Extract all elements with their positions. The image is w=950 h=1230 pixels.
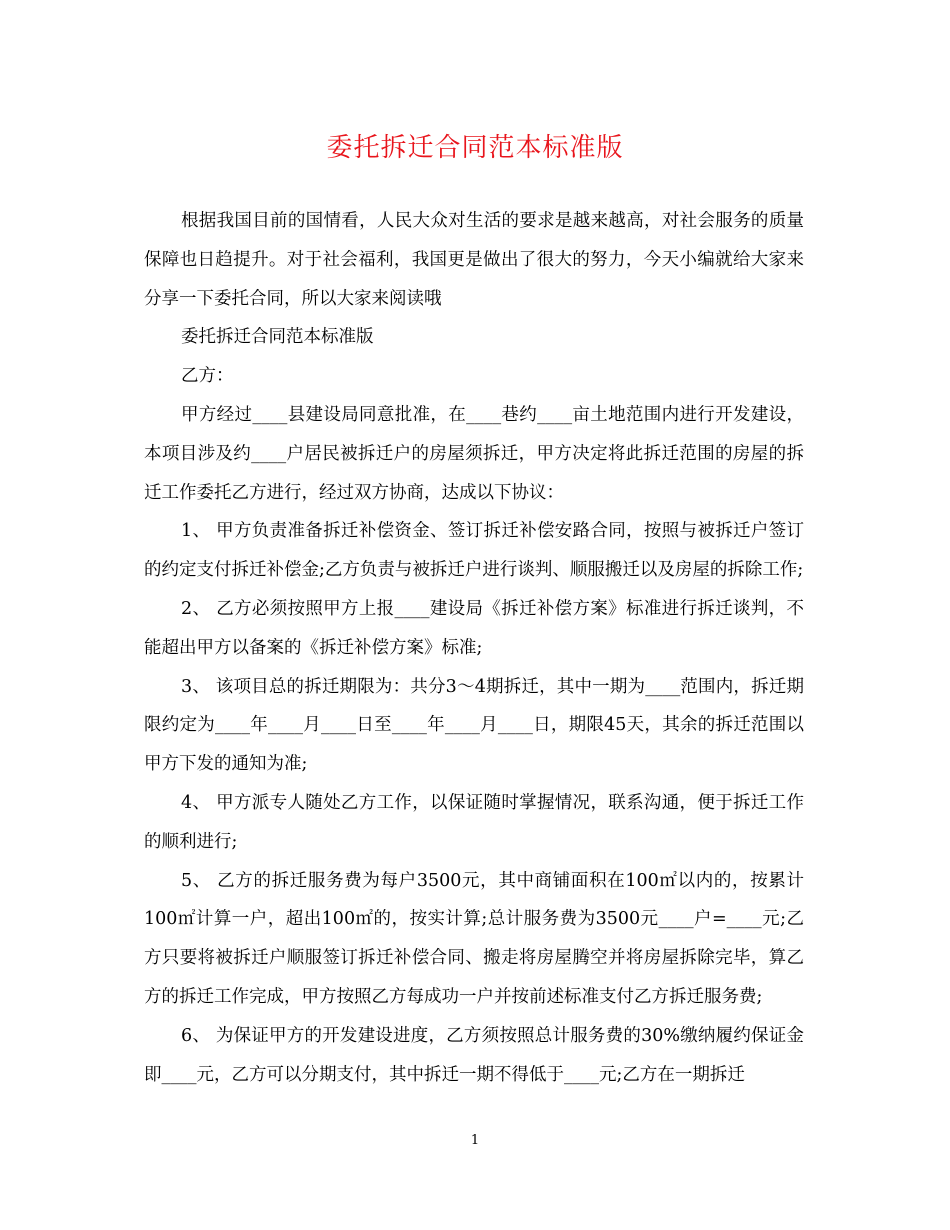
page-number: 1 (470, 1133, 480, 1148)
preamble-paragraph: 甲方经过____县建设局同意批准，在____巷约____亩土地范围内进行开发建设，本项目涉及约____户居民被拆迁户的房屋须拆迁，甲方决定将此拆迁范围的房屋的拆迁工作委托乙方进行，经过双方协商，达成以下协议： (144, 404, 804, 503)
clause-4: 4、 甲方派专人随处乙方工作，以保证随时掌握情况，联系沟通，便于拆迁工作的顺利进行; (144, 792, 804, 852)
intro-paragraph: 根据我国目前的国情看，人民大众对生活的要求是越来越高，对社会服务的质量保障也日趋提升。对于社会福利，我国更是做出了很大的努力，今天小编就给大家来分享一下委托合同，所以大家来阅读哦 (144, 211, 804, 309)
clause-1: 1、 甲方负责准备拆迁补偿资金、签订拆迁补偿安路合同，按照与被拆迁户签订的约定支付拆迁补偿金;乙方负责与被拆迁户进行谈判、顺服搬迁以及房屋的拆除工作; (144, 521, 804, 581)
clause-5: 5、 乙方的拆迁服务费为每户3500元，其中商铺面积在100㎡以内的，按累计100㎡计算一户，超出100㎡的，按实计算;总计服务费为3500元____户=____元;乙方只要将被拆迁户顺服签订拆迁补偿合同、搬走将房屋腾空并将房屋拆除完毕，算乙方的拆迁工作完成，甲方按照乙方每成功一户并按前述标准支付乙方拆迁服务费; (144, 870, 804, 1007)
document-body (144, 202, 804, 1094)
clause-3: 3、 该项目总的拆迁期限为：共分3～4期拆迁，其中一期为____范围内，拆迁期限约定为____年____月____日至____年____月____日，期限45天，其余的拆迁范围以甲方下发的通知为准; (144, 676, 804, 775)
subtitle-paragraph: 委托拆迁合同范本标准版 (181, 327, 374, 348)
clause-2: 2、 乙方必须按照甲方上报____建设局《拆迁补偿方案》标准进行拆迁谈判，不能超出甲方以备案的《拆迁补偿方案》标准; (144, 598, 804, 658)
clause-6: 6、 为保证甲方的开发建设进度，乙方须按照总计服务费的30%缴纳履约保证金即____元，乙方可以分期支付，其中拆迁一期不得低于____元;乙方在一期拆迁 (144, 1025, 804, 1085)
document-title: 委托拆迁合同范本标准版 (326, 133, 624, 163)
party-b-line: 乙方： (181, 366, 234, 387)
